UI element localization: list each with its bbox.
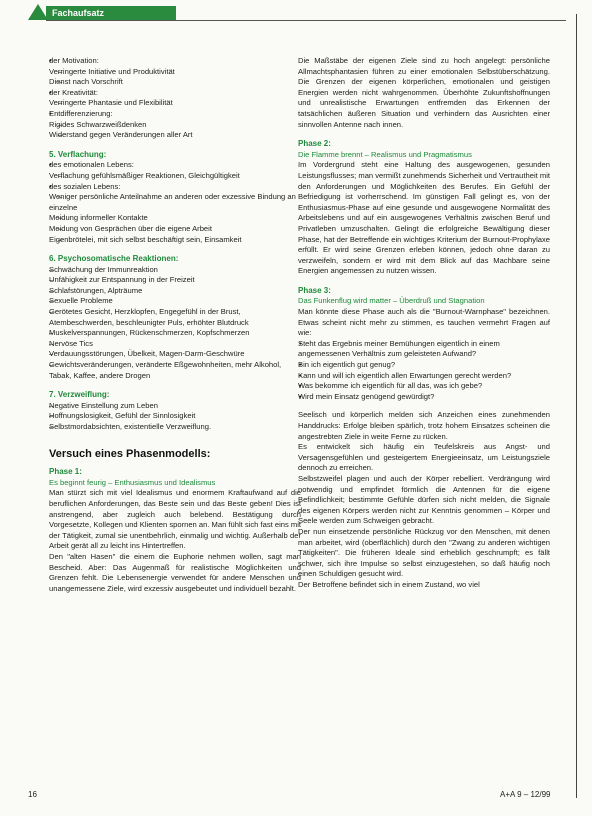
list-item: – Eigenbrötelei, mit sich selbst beschäftigt sein, Einsamkeit — [49, 235, 301, 246]
phase-1-paragraph: Den "alten Hasen" die einem die Euphorie nehmen wollen, sagt man Bescheid. Aber: Das Augenmaß für realistische Möglichkeiten und Grenzen fehlt. Die Lebensenergie verwendet für andere Menschen und unangemessene Ziele, wird exzessiv ausgebeutet und individuell bezahlt. — [49, 551, 301, 593]
phase-1-subtitle: Es beginnt feurig – Enthusiasmus und Idealismus — [49, 477, 216, 487]
list-item: – Negative Einstellung zum Leben — [49, 401, 301, 412]
list-item: • Steht das Ergebnis meiner Bemühungen eigentlich in einem angemessenen Verhältnis zum geleisteten Aufwand? — [298, 339, 550, 360]
phase-3-intro: Man könnte diese Phase auch als die "Burnout-Warnphase" bezeichnen. Etwas scheint nicht mehr zu stimmen, es tauchen vermehrt Fragen auf wie: — [298, 307, 550, 338]
journal-reference: A+A 9 – 12/99 — [500, 790, 551, 799]
list-item: – Widerstand gegen Veränderungen aller Art — [49, 130, 301, 141]
list-item: – Weniger persönliche Anteilnahme an anderen oder exzessive Bindung an einzelne — [49, 192, 301, 213]
phase-3-paragraph: Der nun einsetzende persönliche Rückzug vor den Menschen, mit denen man arbeitet, wird (oberflächlich) durch den "Zwang zu anderen wichtigen Tätigkeiten". Die früheren Ideale sind erheblich geschrumpft; es fällt schwer, sich ihre Impulse so selbst einzugestehen, so daß häufig noch einen Schuldigen gesucht wird. — [298, 526, 550, 579]
list-item: – Unfähigkeit zur Entspannung in der Freizeit — [49, 275, 301, 286]
list-item: – Hoffnungslosigkeit, Gefühl der Sinnlosigkeit — [49, 411, 301, 422]
phase-3-paragraph: Selbstzweifel plagen und auch der Körper rebelliert. Verdrängung wird notwendig und empfindet förmlich die Antennen für die eigene Befindlichkeit; bestimmte Gefühle dürfen sich nicht melden, die Signale des eigenen Körpers werden nicht zur Kenntnis genommen – Körper und Seele werden zum Schweigen gebracht. — [298, 473, 550, 526]
list-item: – Selbstmordabsichten, existentielle Verzweiflung. — [49, 422, 301, 433]
phase-3-paragraph: Es entwickelt sich häufig ein Teufelskreis aus Angst- und Versagensgefühlen und gesteigertem Energieeinsatz, um Leistungsziele dennoch zu erreichen. — [298, 442, 550, 473]
page-header — [0, 0, 592, 26]
phase-3-paragraph: Der Betroffene befindet sich in einem Zustand, wo viel — [298, 579, 480, 589]
list-item: – Muskelverspannungen, Rückenschmerzen, Kopfschmerzen — [49, 328, 301, 339]
phase-3-paragraph: Seelisch und körperlich melden sich Anzeichen eines zunehmenden Handdrucks: Erfolge bleiben spärlich, trotz hohem Einsatzes scheinen die angestrebten Ziele in weite Ferne zu rücken. — [298, 410, 550, 441]
phase-3-subtitle: Das Funkenflug wird matter – Überdruß und Stagnation — [298, 296, 485, 306]
section-label-bar — [46, 6, 176, 20]
section-6-heading: 6. Psychosomatische Reaktionen: — [49, 254, 179, 264]
list-item: – Meidung von Gesprächen über die eigene Arbeit — [49, 224, 301, 235]
list-item: – Meidung informeller Kontakte — [49, 213, 301, 224]
spacer — [298, 402, 550, 410]
main-heading: Versuch eines Phasenmodells: — [49, 447, 211, 460]
list-item: – Nervöse Tics — [49, 339, 301, 350]
list-item: – Rigides Schwarzweißdenken — [49, 120, 301, 131]
list-item: • des emotionalen Lebens: — [49, 160, 301, 171]
list-item: – Verringerte Phantasie und Flexibilität — [49, 98, 301, 109]
list-item: – Gewichtsveränderungen, veränderte Eßgewohnheiten, mehr Alkohol, Tabak, Kaffee, andere Drogen — [49, 360, 301, 381]
list-item: • Entdifferenzierung: — [49, 109, 301, 120]
header-rule — [46, 20, 566, 21]
section-5-list — [49, 160, 301, 245]
page-edge-rule — [576, 14, 585, 798]
list-item: • Kann und will ich eigentlich allen Erwartungen gerecht werden? — [298, 371, 550, 382]
phase-1-heading: Phase 1: — [49, 467, 82, 477]
phase-2-subtitle: Die Flamme brennt – Realismus und Pragmatismus — [298, 149, 472, 159]
list-item: – Verdauungsstörungen, Übelkeit, Magen-Darm-Geschwüre — [49, 349, 301, 360]
section-label: Fachaufsatz — [52, 8, 105, 18]
list-item: – Verflachung gefühlsmäßiger Reaktionen, Gleichgültigkeit — [49, 171, 301, 182]
list-item: – Sexuelle Probleme — [49, 296, 301, 307]
phase-2-paragraph: Im Vordergrund steht eine Haltung des ausgewogenen, gesunden Leistungsflusses; man vermißt zunehmends Sicherheit und Vertrautheit mit den Anforderungen und Möglichkeiten des Berufes. Ein Gefühl der Befriedigung ist vorherrschend. Im günstigen Fall gelingt es, von der Enthusiasmus-Phase auf eine gesunde und ausgewogene Normalität des Arbeitslebens und auf ein ausgewogenes Verhältnis zwischen Beruf und Privatleben umzuschalten. Gelingt die erfolgreiche Bewältigung dieser Phase, hat der Betreffende ein wichtiges Kriterium der Burnout-Prophylaxe erfüllt. Er wird seine Grenzen erleben können, jedoch ohne daran zu verzweifeln, sondern er wird mit dem Blick auf das Machbare seine Energien angemessen zu nutzen wissen. — [298, 160, 550, 276]
list-item: – Gerötetes Gesicht, Herzklopfen, Engegefühl in der Brust, Atembeschwerden, beschleunigter Puls, erhöhter Blutdruck — [49, 307, 301, 328]
intro-paragraph: Die Maßstäbe der eigenen Ziele sind zu hoch angelegt: persönliche Allmachtsphantasien führen zu einer emotionalen Selbstüberschätzung. Die Grenzen der eigenen körperlichen, emotionalen und geistigen Energien werden nicht wahrgenommen. Überhöhte Zukunftshoffnungen und unrealistische Erwartungen entfremden das Erkennen der tatsächlichen äußeren Situation und verhindern das Ausrichten einer sinnvollen Antenne nach innen. — [298, 56, 550, 129]
list-item: • Wird mein Einsatz genügend gewürdigt? — [298, 392, 550, 403]
intro-bullet-list — [49, 56, 301, 141]
phase-1-paragraph: Man stürzt sich mit viel Idealismus und enormem Kraftaufwand auf die beruflichen Anforderungen, das Beste sein und das Beste geben! Dies ist anstrengend, aber zugleich auch belebend. Bestätigung durch Vorgesetzte, Kollegen und Klienten spornen an. Man fühlt sich fast eins mit der Tätigkeit, zumal sie unentbehrlich, einmalig und wichtig. Außerhalb der Arbeit gerät all zu leicht ins Hintertreffen. — [49, 488, 302, 551]
list-item: – Schlafstörungen, Alpträume — [49, 286, 301, 297]
section-7-heading: 7. Verzweiflung: — [49, 390, 110, 400]
section-5-heading: 5. Verflachung: — [49, 149, 107, 159]
triangle-logo-icon — [28, 4, 48, 20]
phase-2-heading: Phase 2: — [298, 139, 331, 149]
phase-3-heading: Phase 3: — [298, 285, 331, 295]
list-item: • der Motivation: — [49, 56, 301, 67]
list-item: • Was bekomme ich eigentlich für all das, was ich gebe? — [298, 381, 550, 392]
list-item: • Bin ich eigentlich gut genug? — [298, 360, 550, 371]
list-item: – Schwächung der Immunreaktion — [49, 265, 301, 276]
list-item: – Verringerte Initiative und Produktivität — [49, 67, 301, 78]
list-item: • der Kreativität: — [49, 88, 301, 99]
right-column — [298, 56, 550, 591]
list-item: • des sozialen Lebens: — [49, 182, 301, 193]
phase-3-questions — [298, 339, 550, 403]
list-item: – Dienst nach Vorschrift — [49, 77, 301, 88]
section-7-list — [49, 401, 301, 433]
page-number: 16 — [28, 790, 37, 799]
section-6-list — [49, 265, 301, 382]
left-column — [49, 56, 301, 594]
